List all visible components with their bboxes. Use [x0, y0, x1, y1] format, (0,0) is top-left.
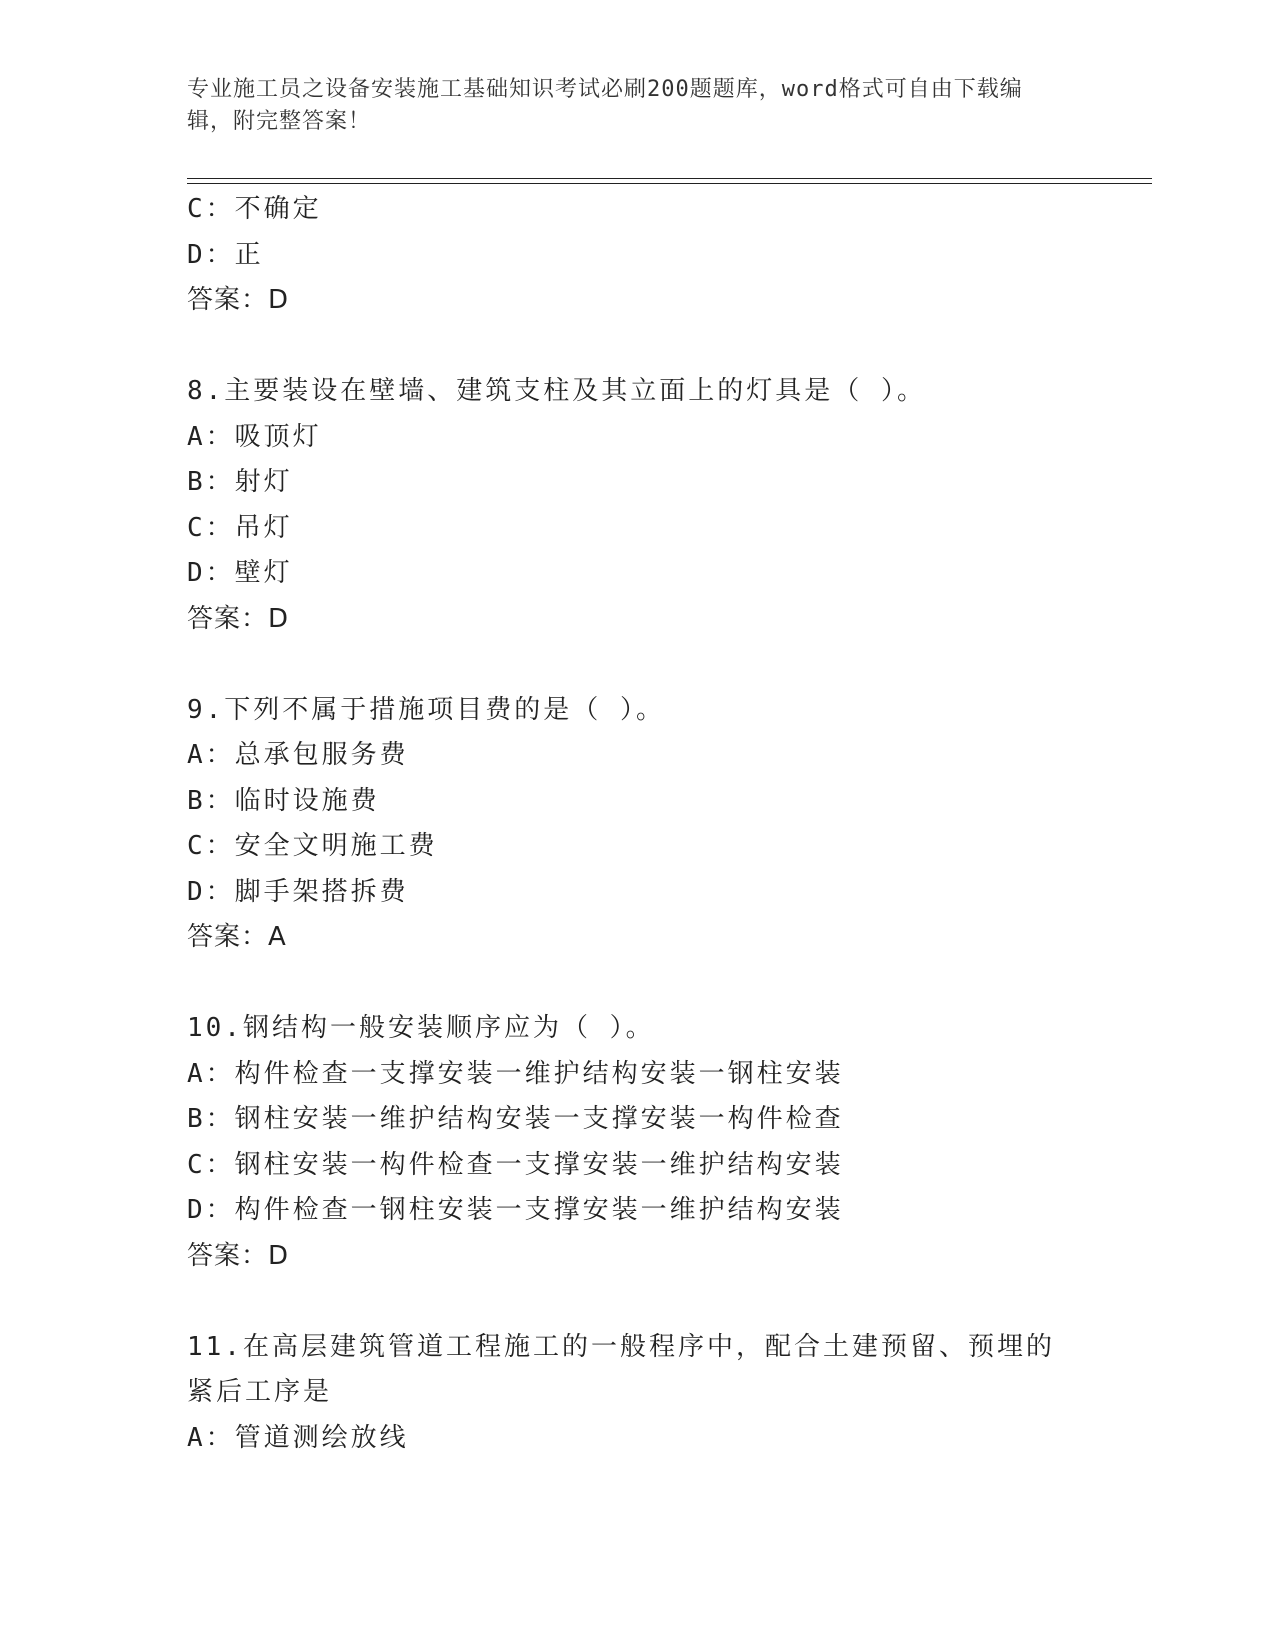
document-header: 专业施工员之设备安装施工基础知识考试必刷200题题库，word格式可自由下载编辑，附完整答案！ — [187, 77, 1023, 134]
option-b: B：临时设施费 — [187, 785, 380, 816]
answer: 答案：D — [187, 285, 290, 315]
question-stem: 10.钢结构一般安装顺序应为（ ）。 — [187, 1013, 655, 1043]
option-b: B：射灯 — [187, 467, 293, 497]
question-11 — [187, 1325, 1087, 1462]
option-d: D：脚手架搭拆费 — [187, 876, 409, 907]
option-c: C：不确定 — [187, 194, 322, 224]
option-a: A：总承包服务费 — [187, 740, 409, 770]
header-rule-bottom — [187, 183, 1152, 184]
question-stem: 11.在高层建筑管道工程施工的一般程序中，配合土建预留、预埋的紧后工序是 — [187, 1331, 1055, 1407]
option-c: C：安全文明施工费 — [187, 831, 438, 861]
spacer — [187, 1279, 1087, 1325]
question-10 — [187, 1006, 1087, 1279]
question-stem: 9.下列不属于措施项目费的是（ ）。 — [187, 694, 665, 725]
answer: 答案：D — [187, 1240, 290, 1271]
option-c: C：吊灯 — [187, 512, 293, 543]
question-list — [187, 187, 1087, 1461]
option-d: D：正 — [187, 239, 264, 270]
spacer — [187, 324, 1087, 370]
spacer — [187, 961, 1087, 1007]
header-rule-top — [187, 178, 1152, 179]
question-8 — [187, 369, 1087, 642]
option-d: D：构件检查一钢柱安装一支撑安装一维护结构安装 — [187, 1195, 844, 1225]
option-a: A：构件检查一支撑安装一维护结构安装一钢柱安装 — [187, 1058, 844, 1089]
question-7-continued — [187, 187, 1087, 324]
answer: 答案：D — [187, 603, 290, 634]
answer: 答案：A — [187, 922, 287, 952]
option-a: A：管道测绘放线 — [187, 1422, 409, 1453]
option-a: A：吸顶灯 — [187, 421, 322, 452]
option-b: B：钢柱安装一维护结构安装一支撑安装一构件检查 — [187, 1104, 844, 1134]
spacer — [187, 642, 1087, 688]
option-d: D：壁灯 — [187, 558, 293, 588]
question-9 — [187, 688, 1087, 961]
question-stem: 8.主要装设在壁墙、建筑支柱及其立面上的灯具是（ ）。 — [187, 376, 926, 406]
option-c: C：钢柱安装一构件检查一支撑安装一维护结构安装 — [187, 1149, 844, 1180]
